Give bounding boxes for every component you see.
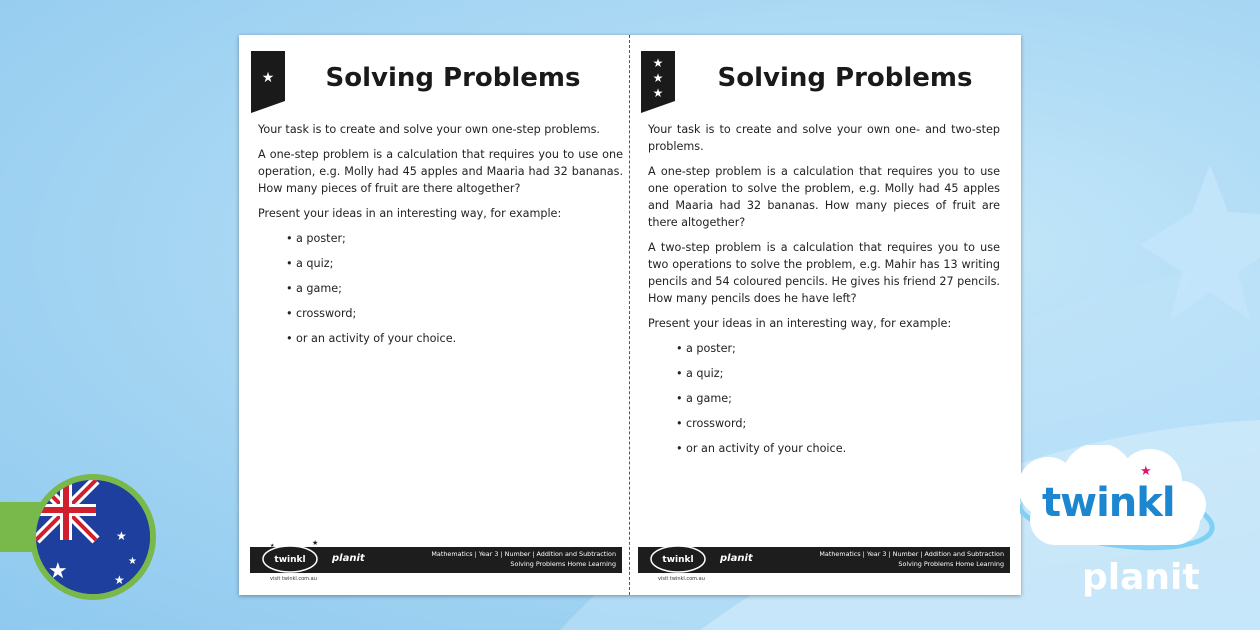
svg-text:★: ★	[270, 543, 275, 549]
footer-meta	[431, 549, 616, 569]
two-step-paragraph: A two-step problem is a calculation that requires you to use two operations to solve the problem, e.g. Mahir has 13 writing pencils and 54 coloured pencils. He gives his friend 27 pencils. How many pencils does he have left?	[648, 241, 1000, 305]
page-title: Solving Problems	[325, 63, 581, 93]
one-star-ribbon-icon	[251, 51, 285, 113]
footer-resource: Solving Problems Home Learning	[510, 560, 616, 568]
twinkl-planit-logo	[1020, 445, 1220, 615]
twinkl-cloud-logo-icon	[260, 539, 324, 575]
footer-subject: Mathematics | Year 3 | Number | Addition and Subtraction	[819, 550, 1004, 558]
list-item: • a game;	[676, 390, 1000, 407]
sheet-footer	[638, 547, 1010, 582]
page-title: Solving Problems	[717, 63, 973, 93]
svg-text:★: ★	[116, 529, 127, 543]
svg-text:★: ★	[312, 539, 319, 547]
australian-flag-icon	[30, 474, 156, 600]
twinkl-cloud-logo-icon	[648, 539, 712, 575]
list-item: • a poster;	[676, 340, 1000, 357]
left-activity-card	[239, 35, 629, 595]
svg-text:★: ★	[128, 556, 137, 567]
footer-subject: Mathematics | Year 3 | Number | Addition and Subtraction	[431, 550, 616, 558]
ideas-list	[676, 340, 1000, 457]
activity-sheet	[239, 35, 1021, 595]
svg-text:★: ★	[48, 559, 68, 584]
svg-text:★: ★	[114, 573, 125, 587]
ideas-list	[286, 230, 623, 347]
list-item: • or an activity of your choice.	[676, 440, 1000, 457]
footer-resource: Solving Problems Home Learning	[898, 560, 1004, 568]
footer-url: visit twinkl.com.au	[658, 576, 705, 582]
list-item: • crossword;	[286, 305, 623, 322]
one-step-paragraph: A one-step problem is a calculation that requires you to use one operation to solve the problem, e.g. Molly had 45 apples and Maaria had 32 bananas. How many pieces of fruit are there altogether?	[648, 165, 1000, 229]
sheet-footer	[250, 539, 622, 582]
planit-label: planit	[332, 553, 365, 564]
brand-twinkl-text: twinkl	[1042, 480, 1175, 526]
list-item: • a quiz;	[286, 255, 623, 272]
activity-text	[258, 121, 623, 355]
svg-text:twinkl: twinkl	[662, 555, 694, 565]
footer-meta	[819, 549, 1004, 569]
list-item: • a poster;	[286, 230, 623, 247]
right-activity-card	[631, 35, 1021, 595]
svg-text:★: ★	[652, 86, 664, 100]
activity-text	[648, 121, 1000, 465]
task-paragraph: Your task is to create and solve your own one-step problems.	[258, 123, 600, 136]
brand-planit-text: planit	[1082, 557, 1200, 598]
svg-text:twinkl: twinkl	[274, 555, 306, 565]
task-paragraph: Your task is to create and solve your own one- and two-step problems.	[648, 123, 1000, 153]
svg-text:★: ★	[261, 70, 275, 86]
three-star-ribbon-icon	[641, 51, 675, 113]
present-paragraph: Present your ideas in an interesting way, for example:	[648, 317, 952, 330]
svg-text:★: ★	[1140, 464, 1152, 479]
list-item: • a quiz;	[676, 365, 1000, 382]
list-item: • a game;	[286, 280, 623, 297]
svg-text:★: ★	[652, 71, 664, 85]
planit-label: planit	[720, 553, 753, 564]
present-paragraph: Present your ideas in an interesting way, for example:	[258, 207, 562, 220]
footer-url: visit twinkl.com.au	[270, 576, 317, 582]
cut-line	[629, 35, 630, 595]
list-item: • or an activity of your choice.	[286, 330, 623, 347]
definition-paragraph: A one-step problem is a calculation that requires you to use one operation, e.g. Molly had 45 apples and Maaria had 32 bananas. How many pieces of fruit are there altogether?	[258, 148, 623, 195]
svg-text:★: ★	[652, 56, 664, 70]
list-item: • crossword;	[676, 415, 1000, 432]
